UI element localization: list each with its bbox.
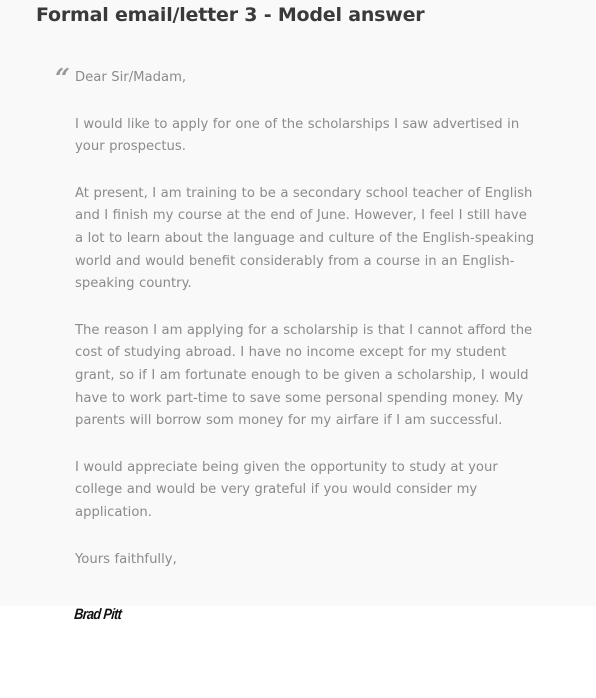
page-title: Formal email/letter 3 - Model answer (36, 4, 425, 26)
quotation-mark-icon: “ (55, 64, 70, 94)
letter-paragraph-1: I would like to apply for one of the scholarships I saw advertised in your prospectus. (75, 116, 520, 155)
letter-salutation: Dear Sir/Madam, (75, 70, 187, 85)
letter-body (75, 67, 537, 571)
letter-closing: Yours faithfully, (75, 551, 177, 567)
handwritten-signature: Brad Pitt (73, 606, 123, 623)
letter-paragraph-3: The reason I am applying for a scholarship is that I cannot afford the cost of studying abroad. I have no income except for my student grant, so if I am fortunate enough to be given a scholarship, I would have to work part-time to save some personal spending money. My parents will borrow som money for my airfare if I am successful. (75, 322, 533, 429)
letter-paragraph-2: At present, I am training to be a secondary school teacher of English and I finish my course at the end of June. However, I feel I still have a lot to learn about the language and culture of the English-speaking world and would benefit considerably from a course in an English-speaking country. (75, 185, 535, 292)
letter-paragraph-4: I would appreciate being given the opportunity to study at your college and would be very grateful if you would consider my application. (75, 459, 498, 520)
